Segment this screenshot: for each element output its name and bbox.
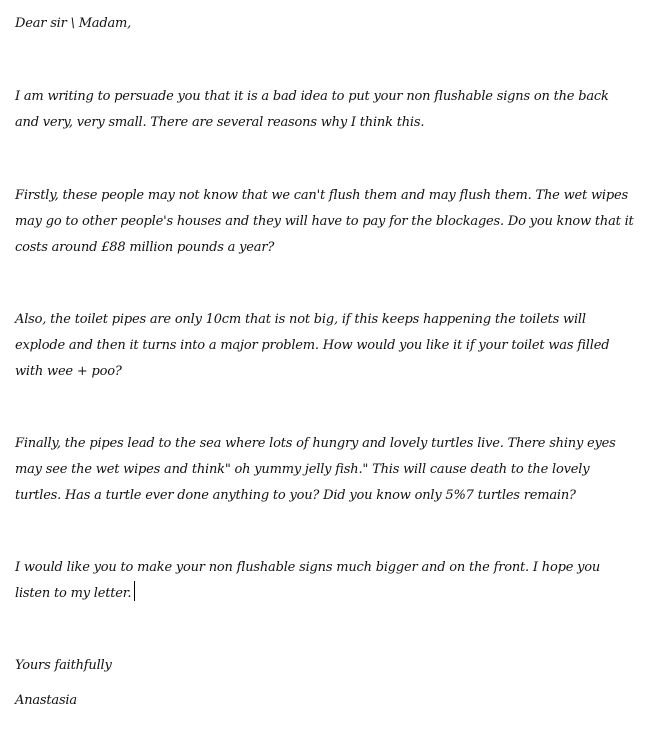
letter-paragraph-also: Also, the toilet pipes are only 10cm that is not big, if this keeps happening the toilets will explode and then it turns into a major problem. How would you like it if your toilet was filled with wee + poo? bbox=[15, 312, 610, 379]
text-cursor bbox=[134, 581, 135, 601]
letter-paragraph-conclusion-text: I would like you to make your non flushable signs much bigger and on the front. I hope you listen to my letter. bbox=[15, 560, 601, 601]
letter-salutation: Dear sir \ Madam, bbox=[15, 16, 132, 31]
letter-signature: Anastasia bbox=[15, 693, 77, 708]
letter-paragraph-conclusion bbox=[15, 555, 635, 607]
letter-paragraph-finally: Finally, the pipes lead to the sea where lots of hungry and lovely turtles live. There shiny eyes may see the wet wipes and think" oh yummy jelly fish." This will cause death to the lovely turtles. Has a turtle ever done anything to you? Did you know only 5%7 turtles remain? bbox=[15, 436, 616, 503]
letter-closing: Yours faithfully bbox=[15, 658, 112, 673]
letter-paragraph-intro: I am writing to persuade you that it is a bad idea to put your non flushable signs on the back and very, very small. There are several reasons why I think this. bbox=[15, 89, 609, 130]
letter-paragraph-firstly: Firstly, these people may not know that we can't flush them and may flush them. The wet wipes may go to other people's houses and they will have to pay for the blockages. Do you know that it costs around £88 million pounds a year? bbox=[15, 188, 634, 255]
